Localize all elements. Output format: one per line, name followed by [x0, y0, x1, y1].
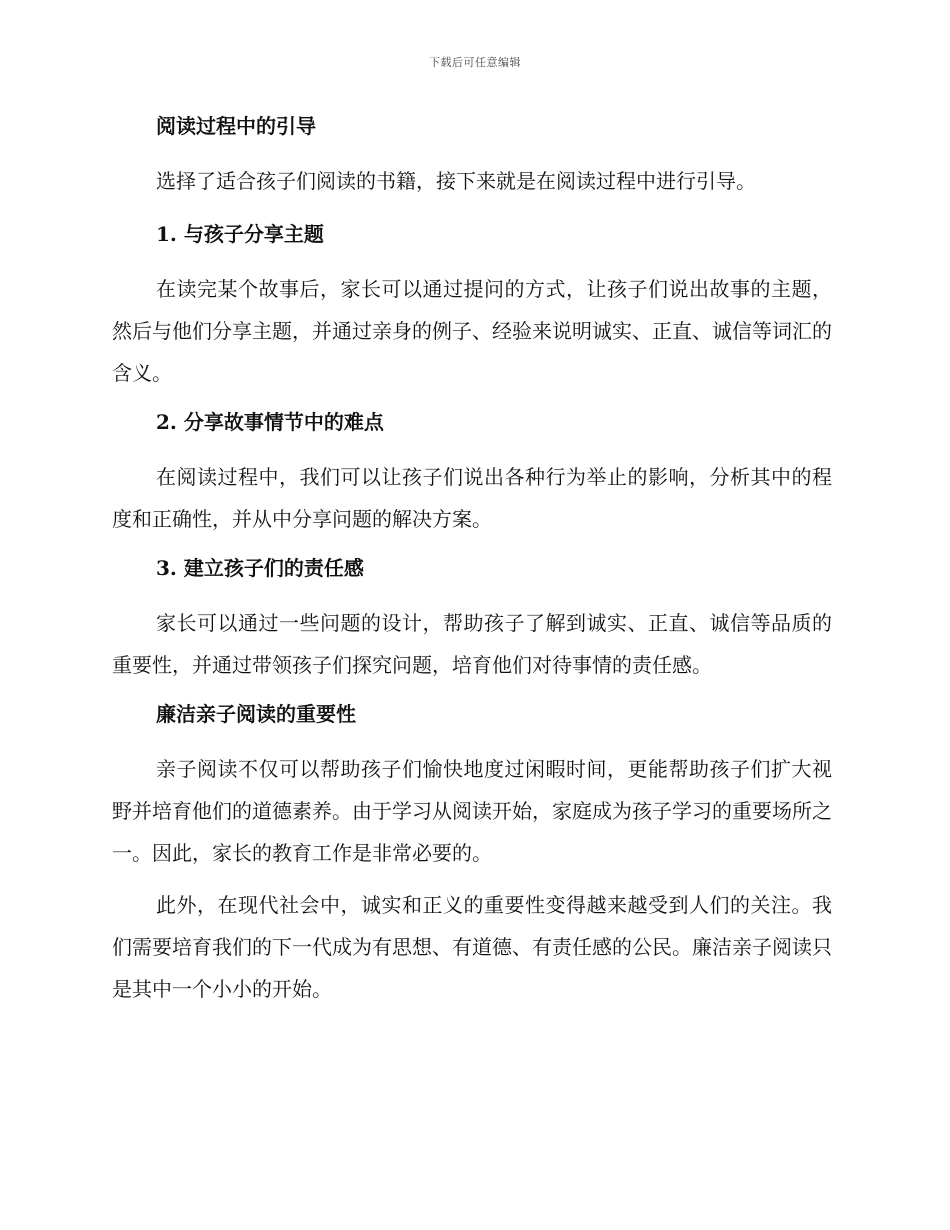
section-heading-story-difficulties: 2. 分享故事情节中的难点 [156, 410, 384, 434]
paragraph-responsibility: 家长可以通过一些问题的设计，帮助孩子了解到诚实、正直、诚信等品质的重要性，并通过带领孩子们探究问题，培育他们对待事情的责任感。 [112, 611, 832, 677]
section-heading-responsibility: 3. 建立孩子们的责任感 [156, 556, 364, 580]
paragraph-importance: 亲子阅读不仅可以帮助孩子们愉快地度过闲暇时间，更能帮助孩子们扩大视野并培育他们的道德素养。由于学习从阅读开始，家庭成为孩子学习的重要场所之一。因此，家长的教育工作是非常必要的。 [112, 757, 832, 865]
paragraph-share-theme: 在读完某个故事后，家长可以通过提问的方式，让孩子们说出故事的主题，然后与他们分享主题，并通过亲身的例子、经验来说明诚实、正直、诚信等词汇的含义。 [112, 277, 832, 385]
section-heading-share-theme: 1. 与孩子分享主题 [156, 222, 324, 246]
paragraph-story-difficulties: 在阅读过程中，我们可以让孩子们说出各种行为举止的影响，分析其中的程度和正确性，并从中分享问题的解决方案。 [112, 465, 832, 531]
section-heading-reading-guidance: 阅读过程中的引导 [156, 114, 316, 138]
document-body [112, 108, 832, 1020]
section-heading-importance: 廉洁亲子阅读的重要性 [156, 702, 356, 726]
page-header: 下载后可任意编辑 [429, 56, 521, 69]
paragraph-conclusion: 此外，在现代社会中，诚实和正义的重要性变得越来越受到人们的关注。我们需要培育我们的下一代成为有思想、有道德、有责任感的公民。廉洁亲子阅读只是其中一个小小的开始。 [112, 893, 832, 1001]
paragraph-intro: 选择了适合孩子们阅读的书籍，接下来就是在阅读过程中进行引导。 [156, 169, 756, 193]
